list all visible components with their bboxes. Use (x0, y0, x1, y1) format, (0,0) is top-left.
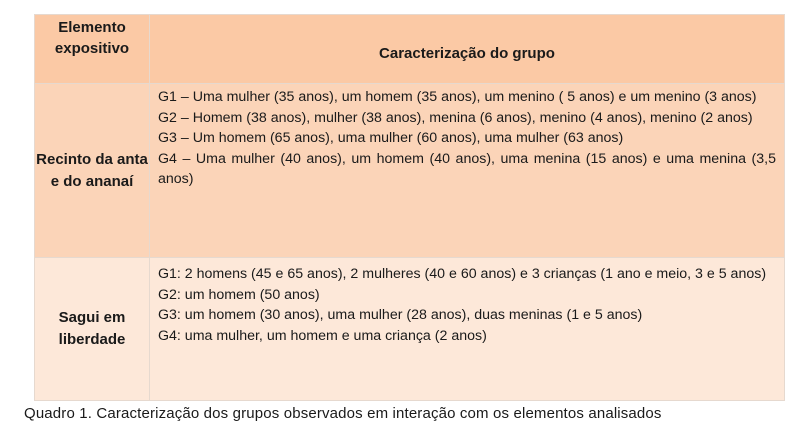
group-entry: G4: uma mulher, um homem e uma criança (2 anos) (158, 327, 487, 344)
group-entry: G1: 2 homens (45 e 65 anos), 2 mulheres (40 e 60 anos) e 3 crianças (1 ano e meio, 3 e 5 anos) (158, 266, 767, 282)
group-entry: G4 – Uma mulher (40 anos), um homem (40 anos), uma menina (15 anos) e uma menina (3,5 anos) (158, 150, 776, 188)
group-entry: G3 – Um homem (65 anos), uma mulher (60 anos), uma mulher (63 anos) (158, 130, 624, 147)
row-element-label: Recinto da anta e do ananaí (35, 84, 150, 258)
row-element-label: Sagui em liberdade (35, 258, 150, 401)
row-group-description (150, 84, 785, 258)
group-entry: G1 – Uma mulher (35 anos), um homem (35 anos), um menino ( 5 anos) e um menino (3 anos) (158, 89, 757, 105)
group-characterization-table (34, 14, 785, 401)
row-group-description (150, 258, 785, 401)
header-characterization: Caracterização do grupo (150, 15, 785, 84)
table-row (35, 84, 785, 258)
table-row (35, 258, 785, 401)
table-caption: Quadro 1. Caracterização dos grupos observados em interação com os elementos analisados (24, 405, 662, 422)
group-entry: G3: um homem (30 anos), uma mulher (28 anos), duas meninas (1 e 5 anos) (158, 307, 643, 324)
group-entry: G2: um homem (50 anos) (158, 286, 320, 303)
header-element: Elemento expositivo (35, 15, 150, 84)
table-header-row (35, 15, 785, 84)
group-entry: G2 – Homem (38 anos), mulher (38 anos), menina (6 anos), menino (4 anos), menino (2 anos) (158, 109, 753, 126)
